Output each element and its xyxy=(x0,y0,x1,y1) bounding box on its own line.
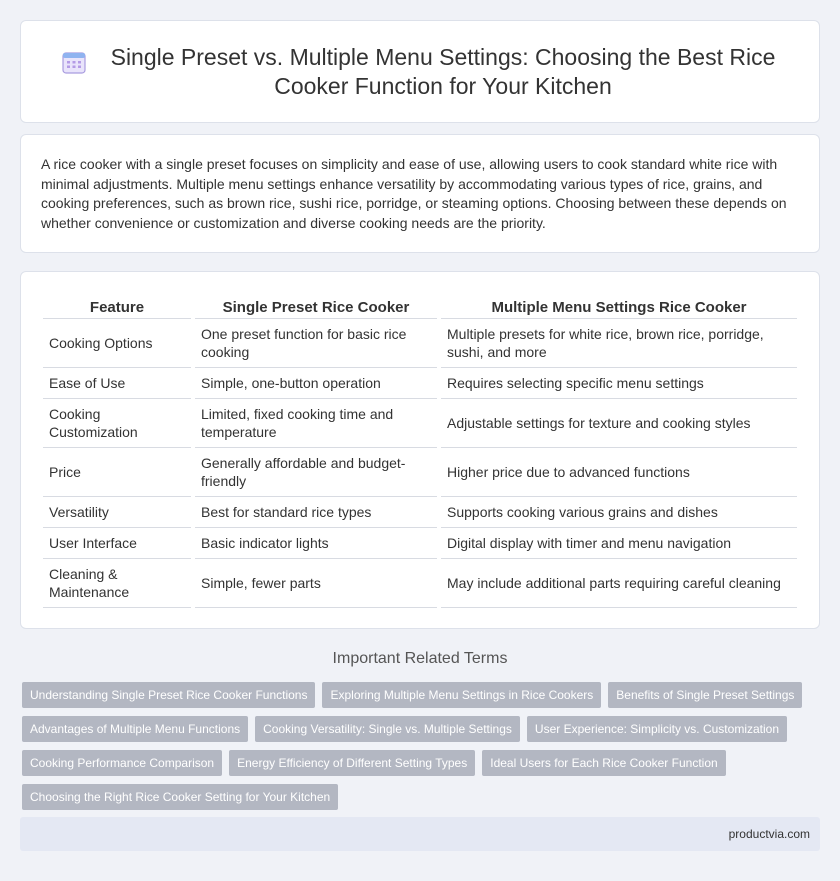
feature-cell: User Interface xyxy=(43,528,191,559)
single-preset-cell: Basic indicator lights xyxy=(195,528,437,559)
related-terms-title: Important Related Terms xyxy=(332,650,508,667)
header-feature: Feature xyxy=(43,294,191,319)
table-row xyxy=(43,497,797,528)
related-term-tag[interactable]: Ideal Users for Each Rice Cooker Function xyxy=(482,750,725,776)
multiple-menu-cell: Adjustable settings for texture and cooking styles xyxy=(441,399,797,448)
single-preset-cell: Simple, fewer parts xyxy=(195,559,437,608)
multiple-menu-cell: Multiple presets for white rice, brown rice, porridge, sushi, and more xyxy=(441,319,797,368)
related-terms-list xyxy=(22,682,822,818)
related-term-tag[interactable]: Cooking Performance Comparison xyxy=(22,750,222,776)
table-row xyxy=(43,559,797,608)
single-preset-cell: One preset function for basic rice cooking xyxy=(195,319,437,368)
single-preset-cell: Simple, one-button operation xyxy=(195,368,437,399)
related-term-tag[interactable]: Choosing the Right Rice Cooker Setting for Your Kitchen xyxy=(22,784,338,810)
single-preset-cell: Best for standard rice types xyxy=(195,497,437,528)
feature-cell: Ease of Use xyxy=(43,368,191,399)
table-row xyxy=(43,399,797,448)
table-row xyxy=(43,448,797,497)
multiple-menu-cell: Supports cooking various grains and dishes xyxy=(441,497,797,528)
related-term-tag[interactable]: User Experience: Simplicity vs. Customization xyxy=(527,716,787,742)
footer-site-link[interactable]: productvia.com xyxy=(728,827,810,841)
comparison-table xyxy=(39,294,801,608)
related-term-tag[interactable]: Advantages of Multiple Menu Functions xyxy=(22,716,248,742)
calendar-icon xyxy=(61,49,87,75)
related-term-tag[interactable]: Understanding Single Preset Rice Cooker Functions xyxy=(22,682,315,708)
intro-text: A rice cooker with a single preset focuses on simplicity and ease of use, allowing users to cook standard white rice with minimal adjustments. Multiple menu settings enhance versatility by accommodating various types of rice, grains, and cooking preferences, such as brown rice, sushi rice, porridge, or steaming options. Choosing between these depends on whether convenience or customization and diverse cooking needs are the priority. xyxy=(41,156,787,231)
related-term-tag[interactable]: Benefits of Single Preset Settings xyxy=(608,682,802,708)
header-card xyxy=(20,20,820,123)
intro-card xyxy=(20,134,820,253)
header-single-preset: Single Preset Rice Cooker xyxy=(195,294,437,319)
multiple-menu-cell: Digital display with timer and menu navigation xyxy=(441,528,797,559)
related-term-tag[interactable]: Exploring Multiple Menu Settings in Rice Cookers xyxy=(322,682,601,708)
table-row xyxy=(43,319,797,368)
single-preset-cell: Limited, fixed cooking time and temperature xyxy=(195,399,437,448)
multiple-menu-cell: Requires selecting specific menu settings xyxy=(441,368,797,399)
table-row xyxy=(43,368,797,399)
feature-cell: Versatility xyxy=(43,497,191,528)
table-header-row xyxy=(43,294,797,319)
related-term-tag[interactable]: Cooking Versatility: Single vs. Multiple Settings xyxy=(255,716,520,742)
multiple-menu-cell: Higher price due to advanced functions xyxy=(441,448,797,497)
page-title: Single Preset vs. Multiple Menu Settings: Choosing the Best Rice Cooker Function for Your Kitchen xyxy=(110,43,776,99)
feature-cell: Price xyxy=(43,448,191,497)
feature-cell: Cleaning & Maintenance xyxy=(43,559,191,608)
comparison-card xyxy=(20,271,820,629)
multiple-menu-cell: May include additional parts requiring careful cleaning xyxy=(441,559,797,608)
feature-cell: Cooking Customization xyxy=(43,399,191,448)
footer xyxy=(20,817,820,851)
feature-cell: Cooking Options xyxy=(43,319,191,368)
table-row xyxy=(43,528,797,559)
related-term-tag[interactable]: Energy Efficiency of Different Setting Types xyxy=(229,750,475,776)
single-preset-cell: Generally affordable and budget-friendly xyxy=(195,448,437,497)
header-multiple-menu: Multiple Menu Settings Rice Cooker xyxy=(441,294,797,319)
